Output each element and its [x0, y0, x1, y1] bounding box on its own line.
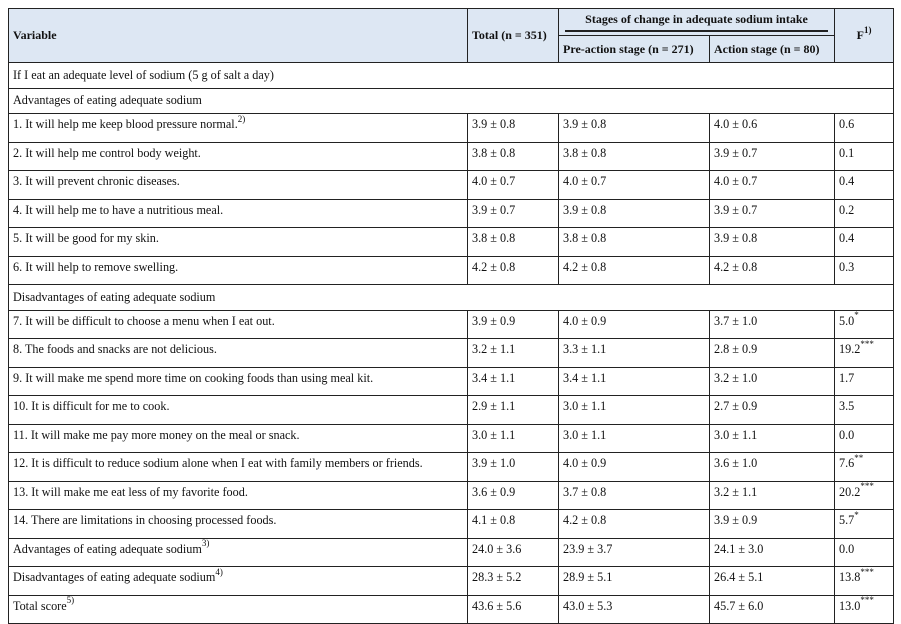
row-pre-action-cell [559, 339, 710, 368]
row-label-cell [9, 567, 468, 596]
table-body [9, 63, 894, 624]
row-action-cell [710, 367, 835, 396]
row-action: 3.9 ± 0.7 [714, 145, 758, 160]
table-row [9, 339, 894, 368]
row-total-cell [468, 424, 559, 453]
row-action-cell [710, 595, 835, 624]
row-total-cell [468, 481, 559, 510]
row-total: 3.2 ± 1.1 [472, 342, 516, 356]
table-row [9, 567, 894, 596]
row-total-cell [468, 199, 559, 228]
row-label: 7. It will be difficult to choose a menu when I eat out. [13, 313, 275, 328]
row-total: 4.2 ± 0.8 [472, 259, 516, 274]
row-f: 0.6 [839, 117, 855, 131]
row-pre-action-cell [559, 424, 710, 453]
table-row [9, 171, 894, 200]
row-action-cell [710, 228, 835, 257]
row-f: 20.2 [839, 484, 861, 499]
row-action: 3.9 ± 0.9 [714, 513, 758, 527]
row-label-cell [9, 199, 468, 228]
header-stages [559, 9, 835, 36]
row-action: 26.4 ± 5.1 [714, 570, 764, 584]
row-pre-action-cell [559, 310, 710, 339]
row-f: 0.3 [839, 259, 855, 274]
row-label-cell [9, 595, 468, 624]
row-pre-action-cell [559, 171, 710, 200]
row-action-cell [710, 171, 835, 200]
row-action: 3.6 ± 1.0 [714, 456, 758, 470]
row-pre-action: 3.8 ± 0.8 [563, 145, 607, 160]
footnote-marker: 2) [237, 113, 246, 124]
row-action: 4.0 ± 0.6 [714, 117, 758, 131]
row-pre-action: 23.9 ± 3.7 [563, 541, 613, 556]
row-f-cell [835, 228, 894, 257]
row-label: 2. It will help me control body weight. [13, 145, 201, 160]
row-pre-action: 3.0 ± 1.1 [563, 427, 607, 442]
row-pre-action-cell [559, 142, 710, 171]
row-f: 3.5 [839, 399, 855, 413]
row-total-cell [468, 228, 559, 257]
row-total-cell [468, 367, 559, 396]
results-table [8, 8, 894, 624]
row-pre-action-cell [559, 481, 710, 510]
row-action: 4.0 ± 0.7 [714, 174, 758, 188]
row-label: 13. It will make me eat less of my favorite food. [13, 484, 248, 499]
row-total: 3.9 ± 0.7 [472, 202, 516, 217]
row-pre-action: 3.8 ± 0.8 [563, 231, 607, 245]
footnote-marker: 3) [201, 538, 210, 549]
row-action: 2.7 ± 0.9 [714, 399, 758, 413]
table-row [9, 538, 894, 567]
row-action-cell [710, 453, 835, 482]
row-total-cell [468, 171, 559, 200]
table-row [9, 453, 894, 482]
header-pre-action: Pre-action stage (n = 271) [559, 36, 710, 63]
row-f-cell [835, 171, 894, 200]
row-f-cell [835, 481, 894, 510]
row-total-cell [468, 310, 559, 339]
row-label: 11. It will make me pay more money on the meal or snack. [13, 427, 300, 442]
row-label: 9. It will make me spend more time on cooking foods than using meal kit. [13, 370, 374, 385]
row-total-cell [468, 595, 559, 624]
row-f-cell [835, 424, 894, 453]
table-row [9, 142, 894, 171]
row-action-cell [710, 567, 835, 596]
row-action-cell [710, 142, 835, 171]
row-action: 24.1 ± 3.0 [714, 541, 764, 556]
row-action: 3.2 ± 1.0 [714, 370, 758, 385]
row-label: 6. It will help to remove swelling. [13, 259, 179, 274]
row-f: 7.6 [839, 456, 855, 470]
row-label-cell [9, 481, 468, 510]
row-total-cell [468, 339, 559, 368]
row-pre-action: 3.3 ± 1.1 [563, 342, 607, 356]
row-total: 3.9 ± 0.9 [472, 313, 516, 328]
row-label-cell [9, 510, 468, 539]
row-total: 3.9 ± 1.0 [472, 456, 516, 470]
row-label-cell [9, 310, 468, 339]
row-pre-action-cell [559, 199, 710, 228]
row-f: 5.0 [839, 313, 855, 328]
header-stages-label: Stages of change in adequate sodium intake [565, 12, 828, 32]
row-total: 3.0 ± 1.1 [472, 427, 516, 442]
row-label: 10. It is difficult for me to cook. [13, 399, 170, 413]
row-label: Total score [13, 598, 67, 613]
table-row [9, 256, 894, 285]
section-intro: If I eat an adequate level of sodium (5 g of salt a day) [9, 63, 894, 89]
row-pre-action-cell [559, 396, 710, 425]
significance-marker: *** [860, 481, 874, 492]
significance-marker: ** [854, 452, 864, 463]
row-action: 3.2 ± 1.1 [714, 484, 758, 499]
row-f: 5.7 [839, 513, 855, 527]
row-f: 13.8 [839, 570, 861, 584]
header-f-label: F [856, 28, 864, 42]
row-action: 2.8 ± 0.9 [714, 342, 758, 356]
row-total: 3.6 ± 0.9 [472, 484, 516, 499]
row-label: 14. There are limitations in choosing processed foods. [13, 513, 277, 527]
table-row [9, 114, 894, 143]
row-f: 19.2 [839, 342, 861, 356]
row-f: 0.0 [839, 541, 855, 556]
row-action: 3.0 ± 1.1 [714, 427, 758, 442]
row-total: 2.9 ± 1.1 [472, 399, 516, 413]
row-label-cell [9, 171, 468, 200]
row-label-cell [9, 453, 468, 482]
row-label: Advantages of eating adequate sodium [13, 541, 202, 556]
row-pre-action-cell [559, 567, 710, 596]
row-label-cell [9, 367, 468, 396]
row-label: 4. It will help me to have a nutritious meal. [13, 202, 224, 217]
row-pre-action-cell [559, 538, 710, 567]
row-action-cell [710, 256, 835, 285]
row-action: 4.2 ± 0.8 [714, 259, 758, 274]
table-row [9, 510, 894, 539]
header-total: Total (n = 351) [468, 9, 559, 63]
row-pre-action: 3.4 ± 1.1 [563, 370, 607, 385]
footnote-marker: 5) [66, 595, 75, 606]
row-total-cell [468, 567, 559, 596]
row-action-cell [710, 199, 835, 228]
table-row [9, 424, 894, 453]
significance-marker: *** [860, 595, 874, 606]
section-disadvantages: Disadvantages of eating adequate sodium [9, 285, 894, 311]
row-pre-action-cell [559, 256, 710, 285]
row-label: 1. It will help me keep blood pressure normal. [13, 117, 238, 131]
significance-marker: * [854, 310, 859, 321]
row-pre-action: 3.0 ± 1.1 [563, 399, 607, 413]
row-pre-action: 3.9 ± 0.8 [563, 202, 607, 217]
row-total-cell [468, 142, 559, 171]
row-total-cell [468, 256, 559, 285]
row-f: 13.0 [839, 598, 861, 613]
row-label: 5. It will be good for my skin. [13, 231, 159, 245]
row-action: 3.9 ± 0.8 [714, 231, 758, 245]
row-pre-action-cell [559, 510, 710, 539]
row-pre-action-cell [559, 453, 710, 482]
row-total-cell [468, 510, 559, 539]
row-pre-action-cell [559, 114, 710, 143]
row-action-cell [710, 538, 835, 567]
table-row [9, 367, 894, 396]
row-action-cell [710, 481, 835, 510]
row-pre-action: 43.0 ± 5.3 [563, 598, 613, 613]
header-f [835, 9, 894, 63]
row-f-cell [835, 367, 894, 396]
row-label: Disadvantages of eating adequate sodium [13, 570, 216, 584]
table-row [9, 310, 894, 339]
row-action-cell [710, 424, 835, 453]
row-f-cell [835, 339, 894, 368]
row-pre-action: 4.0 ± 0.9 [563, 456, 607, 470]
row-label-cell [9, 114, 468, 143]
row-f-cell [835, 256, 894, 285]
row-f-cell [835, 538, 894, 567]
table-row [9, 228, 894, 257]
row-f-cell [835, 199, 894, 228]
row-action-cell [710, 339, 835, 368]
row-total-cell [468, 396, 559, 425]
header-f-footnote: 1) [863, 25, 872, 35]
row-label-cell [9, 142, 468, 171]
row-label-cell [9, 424, 468, 453]
significance-marker: *** [860, 566, 874, 577]
row-action-cell [710, 510, 835, 539]
row-action-cell [710, 114, 835, 143]
row-f-cell [835, 510, 894, 539]
row-f: 0.4 [839, 231, 855, 245]
row-total-cell [468, 538, 559, 567]
row-pre-action-cell [559, 228, 710, 257]
row-action-cell [710, 310, 835, 339]
header-variable: Variable [9, 9, 468, 63]
row-pre-action: 4.0 ± 0.9 [563, 313, 607, 328]
row-label-cell [9, 228, 468, 257]
row-label-cell [9, 339, 468, 368]
row-pre-action: 4.2 ± 0.8 [563, 513, 607, 527]
row-f-cell [835, 595, 894, 624]
row-f-cell [835, 567, 894, 596]
row-label-cell [9, 256, 468, 285]
table-row [9, 199, 894, 228]
row-label-cell [9, 538, 468, 567]
row-total: 3.8 ± 0.8 [472, 145, 516, 160]
row-total: 3.4 ± 1.1 [472, 370, 516, 385]
row-total: 24.0 ± 3.6 [472, 541, 522, 556]
row-total: 28.3 ± 5.2 [472, 570, 522, 584]
row-total: 3.9 ± 0.8 [472, 117, 516, 131]
row-total: 3.8 ± 0.8 [472, 231, 516, 245]
row-f-cell [835, 453, 894, 482]
row-f: 0.0 [839, 427, 855, 442]
row-f-cell [835, 310, 894, 339]
row-f-cell [835, 396, 894, 425]
row-label: 3. It will prevent chronic diseases. [13, 174, 180, 188]
row-total: 4.1 ± 0.8 [472, 513, 516, 527]
row-total: 4.0 ± 0.7 [472, 174, 516, 188]
row-pre-action-cell [559, 595, 710, 624]
table-row [9, 396, 894, 425]
row-pre-action: 28.9 ± 5.1 [563, 570, 613, 584]
row-f: 1.7 [839, 370, 855, 385]
significance-marker: *** [860, 338, 874, 349]
row-total-cell [468, 114, 559, 143]
row-pre-action: 4.2 ± 0.8 [563, 259, 607, 274]
row-pre-action-cell [559, 367, 710, 396]
header-action: Action stage (n = 80) [710, 36, 835, 63]
section-advantages: Advantages of eating adequate sodium [9, 88, 894, 114]
row-action-cell [710, 396, 835, 425]
row-f-cell [835, 142, 894, 171]
row-action: 45.7 ± 6.0 [714, 598, 764, 613]
significance-marker: * [854, 509, 859, 520]
row-f-cell [835, 114, 894, 143]
row-label: 8. The foods and snacks are not delicious. [13, 342, 217, 356]
row-f: 0.1 [839, 145, 855, 160]
footnote-marker: 4) [215, 566, 223, 577]
table-row [9, 595, 894, 624]
row-f: 0.4 [839, 174, 855, 188]
table-row [9, 481, 894, 510]
row-total-cell [468, 453, 559, 482]
row-f: 0.2 [839, 202, 855, 217]
row-action: 3.7 ± 1.0 [714, 313, 758, 328]
row-label: 12. It is difficult to reduce sodium alone when I eat with family members or friends. [13, 456, 423, 470]
row-pre-action: 3.9 ± 0.8 [563, 117, 607, 131]
row-pre-action: 3.7 ± 0.8 [563, 484, 607, 499]
row-label-cell [9, 396, 468, 425]
row-total: 43.6 ± 5.6 [472, 598, 522, 613]
row-action: 3.9 ± 0.7 [714, 202, 758, 217]
row-pre-action: 4.0 ± 0.7 [563, 174, 607, 188]
